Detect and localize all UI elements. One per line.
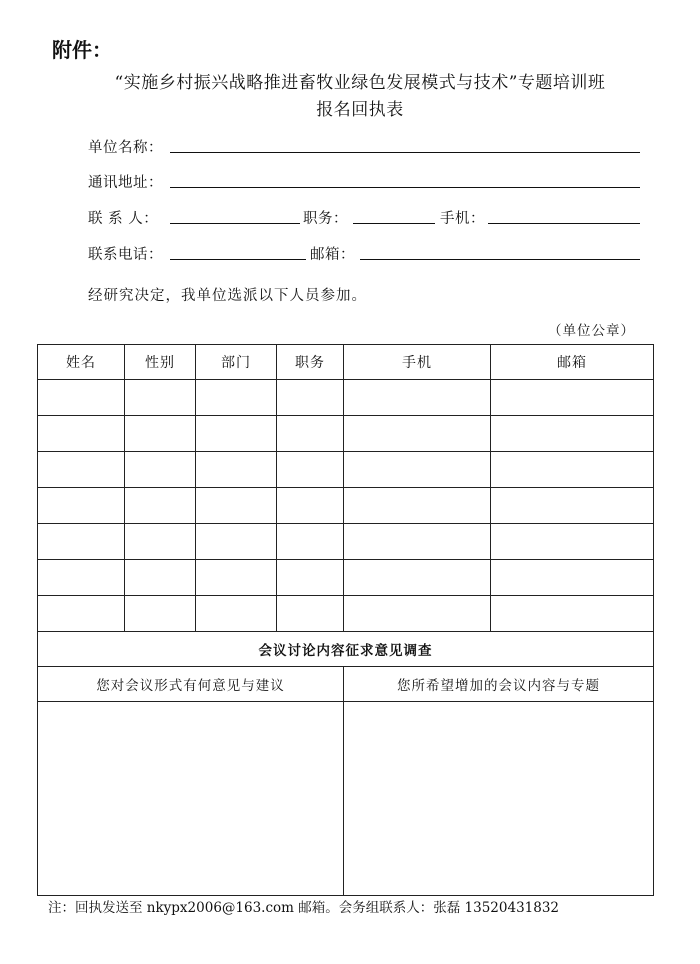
table-row [38, 488, 654, 524]
table-cell[interactable] [196, 452, 277, 488]
column-header-name: 姓名 [38, 345, 125, 380]
table-cell[interactable] [38, 416, 125, 452]
email-label: 邮箱： [310, 247, 355, 263]
column-header-email: 邮箱 [491, 345, 654, 380]
form-title-line2: 报名回执表 [316, 100, 404, 120]
table-cell[interactable] [196, 380, 277, 416]
unit-name-field[interactable] [170, 152, 640, 153]
address-label: 通讯地址： [88, 175, 163, 191]
table-row [38, 452, 654, 488]
table-row [38, 596, 654, 632]
phone-field[interactable] [170, 259, 306, 260]
column-header-department: 部门 [196, 345, 277, 380]
table-cell[interactable] [38, 452, 125, 488]
table-cell[interactable] [491, 596, 654, 632]
table-cell[interactable] [344, 524, 491, 560]
unit-seal-note: （单位公章） [548, 323, 635, 339]
survey-title: 会议讨论内容征求意见调查 [38, 632, 654, 667]
position-field[interactable] [353, 223, 435, 224]
table-cell[interactable] [38, 596, 125, 632]
survey-header-row [38, 667, 654, 702]
survey-format-suggestions-area[interactable] [38, 702, 344, 896]
table-cell[interactable] [344, 560, 491, 596]
registration-table [37, 344, 654, 896]
form-title-line1: “实施乡村振兴战略推进畜牧业绿色发展模式与技术”专题培训班 [114, 73, 606, 93]
table-cell[interactable] [125, 560, 196, 596]
position-label: 职务： [303, 211, 348, 227]
table-cell[interactable] [38, 524, 125, 560]
table-row [38, 560, 654, 596]
table-cell[interactable] [344, 488, 491, 524]
table-cell[interactable] [38, 560, 125, 596]
column-header-mobile: 手机 [344, 345, 491, 380]
table-cell[interactable] [491, 380, 654, 416]
table-cell[interactable] [125, 416, 196, 452]
email-field[interactable] [360, 259, 640, 260]
table-cell[interactable] [196, 416, 277, 452]
mobile-field[interactable] [488, 223, 640, 224]
footnote: 注：回执发送至 nkypx2006@163.com 邮箱。会务组联系人：张磊 13520431832 [48, 900, 560, 916]
table-cell[interactable] [344, 380, 491, 416]
contact-field[interactable] [170, 223, 300, 224]
table-cell[interactable] [344, 596, 491, 632]
column-header-gender: 性别 [125, 345, 196, 380]
address-field[interactable] [170, 187, 640, 188]
table-header-row [38, 345, 654, 380]
survey-right-header: 您所希望增加的会议内容与专题 [344, 667, 654, 702]
table-cell[interactable] [491, 560, 654, 596]
table-cell[interactable] [125, 488, 196, 524]
table-cell[interactable] [196, 524, 277, 560]
table-cell[interactable] [38, 380, 125, 416]
contact-label: 联 系 人： [88, 211, 159, 227]
survey-body-row [38, 702, 654, 896]
table-row [38, 524, 654, 560]
unit-name-label: 单位名称： [88, 140, 163, 156]
column-header-position: 职务 [277, 345, 344, 380]
table-row [38, 380, 654, 416]
table-cell[interactable] [277, 416, 344, 452]
selection-statement: 经研究决定，我单位选派以下人员参加。 [88, 288, 367, 304]
table-cell[interactable] [196, 560, 277, 596]
survey-title-row [38, 632, 654, 667]
table-cell[interactable] [277, 524, 344, 560]
table-row [38, 416, 654, 452]
table-cell[interactable] [125, 380, 196, 416]
survey-topics-area[interactable] [344, 702, 654, 896]
table-cell[interactable] [491, 452, 654, 488]
table-cell[interactable] [491, 488, 654, 524]
table-cell[interactable] [125, 596, 196, 632]
table-cell[interactable] [277, 452, 344, 488]
attachment-label: 附件： [52, 38, 112, 62]
table-cell[interactable] [196, 488, 277, 524]
table-cell[interactable] [277, 596, 344, 632]
table-cell[interactable] [38, 488, 125, 524]
mobile-label: 手机： [440, 211, 485, 227]
table-cell[interactable] [196, 596, 277, 632]
table-cell[interactable] [277, 488, 344, 524]
table-cell[interactable] [344, 416, 491, 452]
table-cell[interactable] [491, 416, 654, 452]
survey-left-header: 您对会议形式有何意见与建议 [38, 667, 344, 702]
table-cell[interactable] [277, 380, 344, 416]
table-cell[interactable] [125, 524, 196, 560]
table-cell[interactable] [125, 452, 196, 488]
table-cell[interactable] [277, 560, 344, 596]
table-cell[interactable] [344, 452, 491, 488]
table-cell[interactable] [491, 524, 654, 560]
phone-label: 联系电话： [88, 247, 163, 263]
